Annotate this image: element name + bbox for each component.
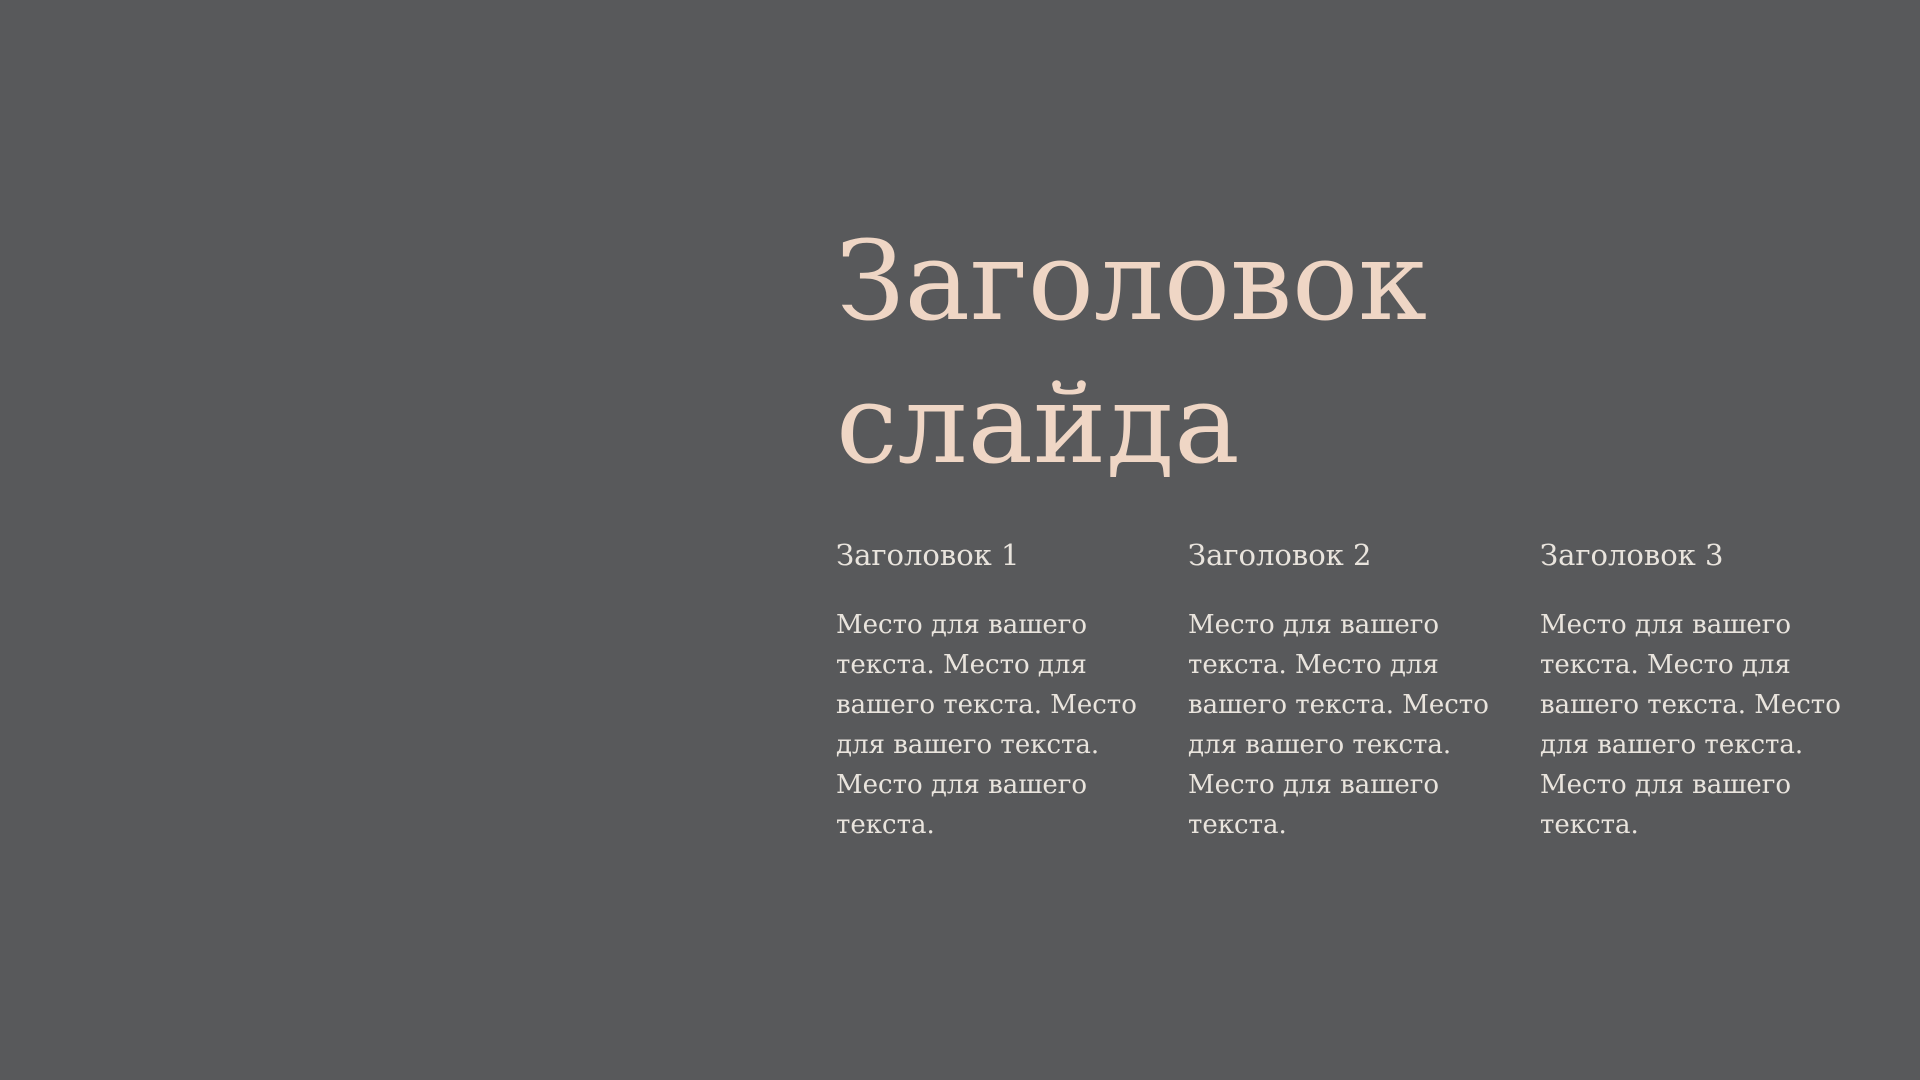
column-3-heading: Заголовок 3 (1540, 538, 1724, 572)
column-2-heading: Заголовок 2 (1188, 538, 1372, 572)
column-1 (836, 538, 1146, 845)
column-1-heading: Заголовок 1 (836, 538, 1020, 572)
column-1-body: Место для вашего текста. Место для вашего текста. Место для вашего текста. Место для вашего текста. (836, 609, 1137, 840)
column-2-body: Место для вашего текста. Место для вашего текста. Место для вашего текста. Место для вашего текста. (1188, 609, 1489, 840)
columns (836, 538, 1850, 845)
column-3-body: Место для вашего текста. Место для вашего текста. Место для вашего текста. Место для вашего текста. (1540, 609, 1841, 840)
slide-title: Заголовок слайда (836, 217, 1427, 488)
column-2 (1188, 538, 1498, 845)
column-3 (1540, 538, 1850, 845)
